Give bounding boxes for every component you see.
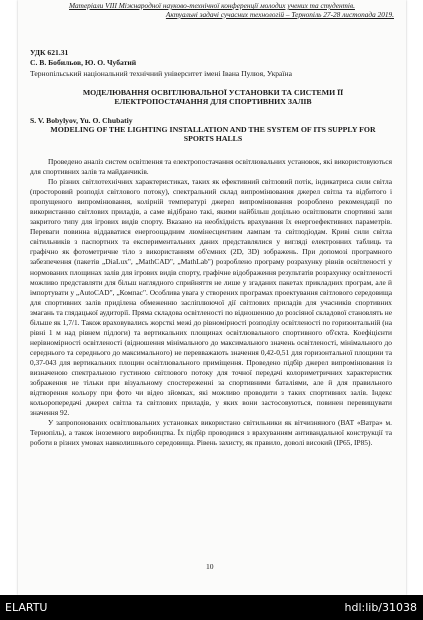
affiliation: Тернопільський національний технічний університет імені Івана Пулюя, Україна xyxy=(30,69,292,78)
udk-code: УДК 621.31 xyxy=(30,48,69,57)
title-english: MODELING OF THE LIGHTING INSTALLATION AND THE SYSTEM OF ITS SUPPLY FOR SPORTS HALLS xyxy=(50,125,376,143)
paragraph-3: У запропонованих освітлювальних установках використано світильники як вітчизняного (ВАТ «Ватра» м. Тернопіль), а також іноземного виробництва. Їх підбір проводився з врахуванням антивандальної конструкції та роботи в різних умовах навколишнього середовища. Рівень захисту, як правило, доволі високий (IP65, IP85). xyxy=(30,418,392,448)
document-page xyxy=(18,0,406,595)
title-ukrainian: МОДЕЛЮВАННЯ ОСВІТЛЮВАЛЬНОЇ УСТАНОВКИ ТА СИСТЕМИ ЇЇ ЕЛЕКТРОПОСТАЧАННЯ ДЛЯ СПОРТИВНИХ ЗАЛІВ xyxy=(82,88,344,106)
paragraph-2: По різних світлотехнічних характеристиках, таких як ефективний світловий потік, індикатриса сили світла (просторовий розподіл світлового потоку), спектральний склад випромінювання джерел світла та відбитого і пропущеного випромінювання, колірній температурі джерел випромінювання розроблено рекомендації по використанню світлових приладів, а саме відібрано такі, якими найбільш доцільно освітлювати спортивні зали закритого типу для ігрових видів спорту. Вказано на необхідність врахування їх енергоефективних параметрів. Переваги повинна віддаватися енергоощадним люмінесцентним лампам та світлодіодам. Криві сили світла світильників з паспортних та експериментальних даних представлялися у вигляді електронних таблиць та графічно як фотометричне тіло з використанням об'ємних (2D, 3D) зображень. При допомозі програмного забезпечення (пакетів „DiaLux", „MathCAD", „MathLab") розроблено програму розрахунку рівнів освітленості у нормованих площинах залів для ігрових видів спорту, графічне відображення результатів розрахунку освітленості можливо представляти для більш наглядного сприйняття не лише у згаданих пакетах прикладних програм, але й імпортувати у „AutoCAD", „Компас". Особлива увага у створених програмах проектування світлового середовища для спортивних залів приділена обмеженню засліплюючої дії світлових приладів для учасників спортивних змагань та глядацької аудиторії. Пряма складова освітленості по відношенню до розсіяної складової становлять не більше як 1,7/1. Також враховувались жорсткі межі до рівномірності розподілу освітленості по горизонтальній (на рівні 1 м над рівнем підлоги) та вертикальних площинах освітлювального спортивного об'єкта. Коефіцієнти нерівномірності освітленості (відношення мінімального до максимального значень освітленості, мінімального до середнього та середнього до максимального) не перевважають значення 0,42-0,51 для горизонтальної площини та 0,37-043 для вертикальних площин освітлювального приміщення. Проведено підбір джерел випромінювання із визначеною спектральною густиною світлового потоку для точної передачі колориметричних характеристик зображення не тільки при візуальному спостереженні за спортивними баталіями, але й для правильного відтворення кольору при фото чи відео зйомках, які можливо проводити з таких спортивних залів. Індекс кольоропередачі джерел світла та світлових приладів, у яких вони застосовуються, повинен перевищувати значення 92. xyxy=(30,177,392,418)
header-line-1: Матеріали VIII Міжнародної науково-технічної конференції молодих учених та студентів. xyxy=(69,1,355,10)
paragraph-1: Проведено аналіз систем освітлення та електропостачання освітлювальних установок, які використовуються для спортивних залів та майданчиків. xyxy=(30,157,392,177)
conference-header xyxy=(30,2,394,19)
body-text xyxy=(30,157,392,448)
header-line-2: Актуальні задачі сучасних технологій – Тернопіль 27-28 листопада 2019. xyxy=(165,9,394,19)
page-number: 10 xyxy=(206,562,214,571)
authors-ua: С. В. Бобильов, Ю. О. Чубатий xyxy=(30,58,137,67)
authors-en: S. V. Bobylyov, Yu. O. Chubatiy xyxy=(30,116,133,125)
footer-bar xyxy=(0,595,423,620)
footer-repository-label: ELARTU xyxy=(5,601,48,614)
footer-handle: hdl:lib/31038 xyxy=(344,601,417,614)
